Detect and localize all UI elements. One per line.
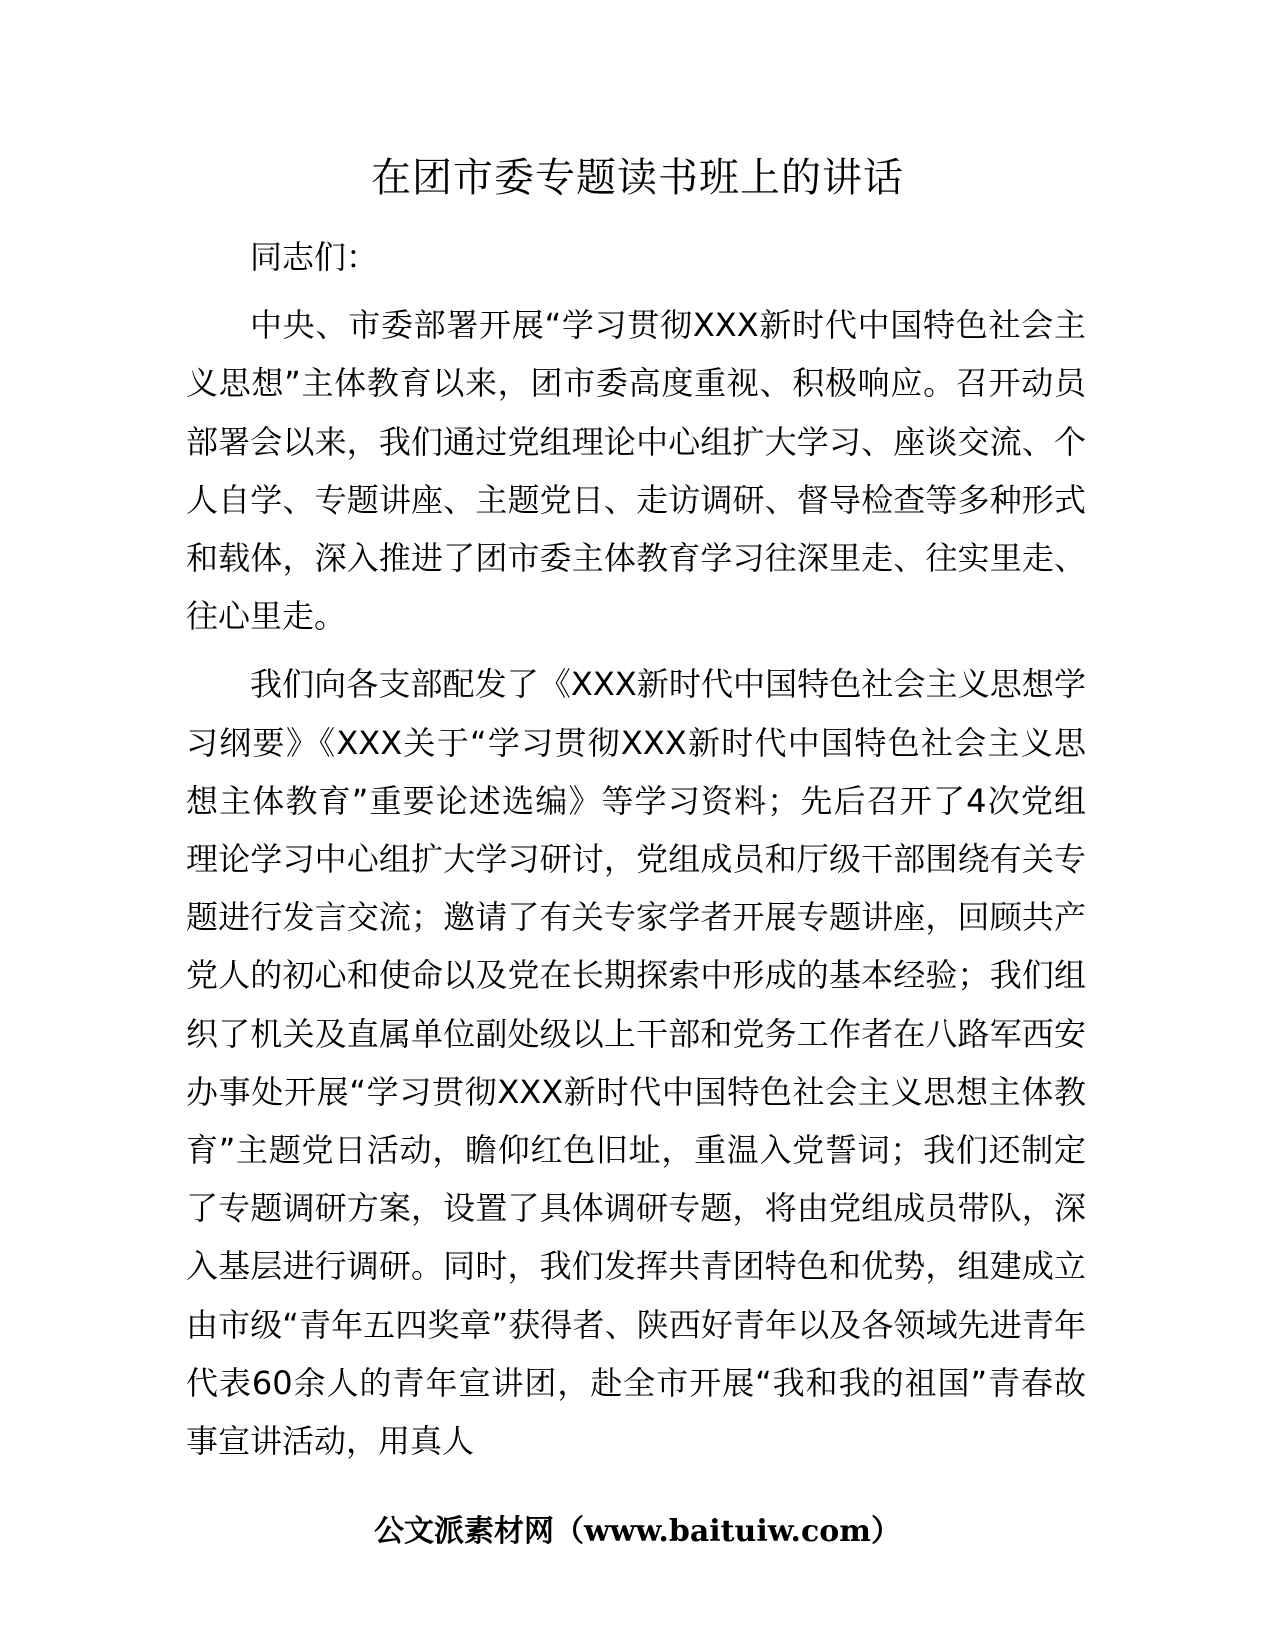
paragraph-2: 我们向各支部配发了《XXX新时代中国特色社会主义思想学习纲要》《XXX关于“学习贯彻XXX新时代中国特色社会主义思想主体教育”重要论述选编》等学习资料；先后召开了4次党组理论学习中心组扩大学习研讨，党组成员和厅级干部围绕有关专题进行发言交流；邀请了有关专家学者开展专题讲座，回顾共产党人的初心和使命以及党在长期探索中形成的基本经验；我们组织了机关及直属单位副处级以上干部和党务工作者在八路军西安办事处开展“学习贯彻XXX新时代中国特色社会主义思想主体教育”主题党日活动，瞻仰红色旧址，重温入党誓词；我们还制定了专题调研方案，设置了具体调研专题，将由党组成员带队，深入基层进行调研。同时，我们发挥共青团特色和优势，组建成立由市级“青年五四奖章”获得者、陕西好青年以及各领域先进青年代表60余人的青年宣讲团，赴全市开展“我和我的祖国”青春故事宣讲活动，用真人 [186, 665, 1086, 1461]
footer-watermark: 公文派素材网（www.baituiw.com） [373, 1514, 902, 1549]
paragraph-1: 中央、市委部署开展“学习贯彻XXX新时代中国特色社会主义思想”主体教育以来，团市委高度重视、积极响应。召开动员部署会以来，我们通过党组理论中心组扩大学习、座谈交流、个人自学、专题讲座、主题党日、走访调研、督导检查等多种形式和载体，深入推进了团市委主体教育学习往深里走、往实里走、往心里走。 [186, 306, 1086, 636]
document-body [186, 228, 1086, 1470]
document-title: 在团市委专题读书班上的讲话 [371, 155, 904, 201]
greeting: 同志们： [250, 238, 379, 276]
